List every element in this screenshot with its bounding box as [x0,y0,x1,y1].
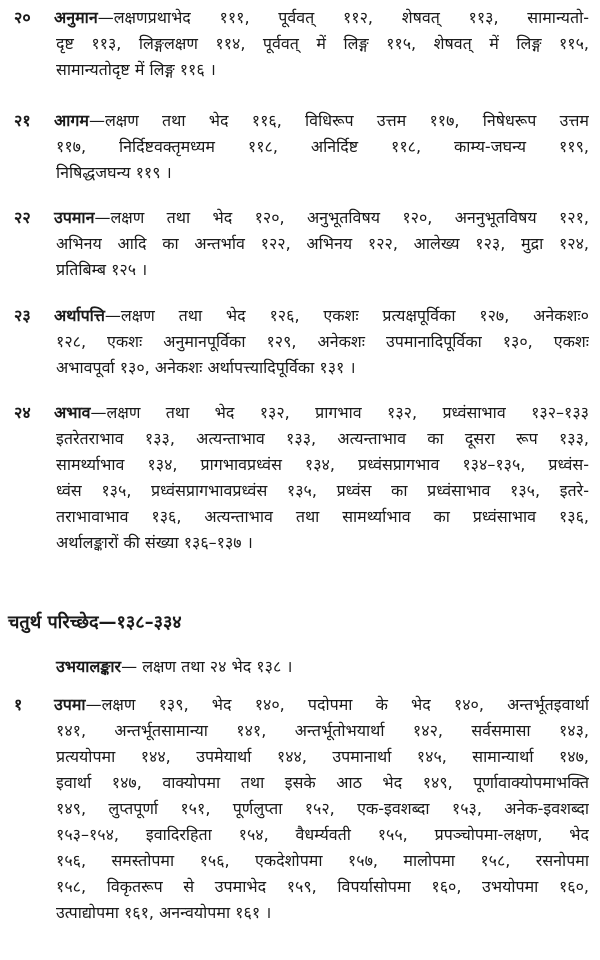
entry-line: अर्थालङ्कारों की संख्या १३६–१३७ । [56,533,253,552]
entry-line: दृष्ट ११३, लिङ्गलक्षण ११४, पूर्ववत् में लिङ्ग ११५, शेषवत् में लिङ्ग ११५, [56,34,589,53]
entry-line: सामर्थ्याभाव १३४, प्रागभावप्रध्वंस १३४, प्रध्वंसप्रागभाव १३४–१३५, प्रध्वंस- [56,455,589,474]
entry-line: निषिद्धजघन्य ११९ । [56,163,172,182]
entry-text: —लक्षण १३९, भेद १४०, पदोपमा के भेद १४०, अन्तर्भूतइवार्था [85,695,589,714]
entry-line: अभावपूर्वा १३०, अनेकशः अर्थापत्त्यादिपूर्विका १३१ । [56,358,356,377]
entry-first-line [14,5,589,31]
toc-entry-upaman [14,205,589,283]
entry-line: उत्पाद्योपमा १६१, अनन्वयोपमा १६१ । [56,903,272,922]
entry-first-line [14,692,589,718]
toc-entry-abhav [14,400,589,556]
entry-heading: अनुमान [54,8,98,27]
entry-number: २१ [14,111,31,130]
entry-text: —लक्षणप्रथाभेद १११, पूर्ववत् ११२, शेषवत् ११३, सामान्यतो- [97,8,589,27]
entry-text: —लक्षण तथा भेद १२०, अनुभूतविषय १२०, अननुभूतविषय १२१, [94,208,589,227]
entry-line: सामान्यतोदृष्ट में लिङ्ग ११६ । [56,60,216,79]
entry-line: १२८, एकशः अनुमानपूर्विका १२९, अनेकशः उपमानादिपूर्विका १३०, एकशः [56,332,589,351]
entry-line: १५८, विकृतरूप से उपमाभेद १५९, विपर्यासोपमा १६०, उभयोपमा १६०, [56,877,589,896]
entry-line: प्रतिबिम्ब १२५ । [56,260,148,279]
entry-heading: आगम [54,111,89,130]
entry-first-line [14,205,589,231]
toc-entry-agam [14,108,589,186]
entry-number: २४ [14,403,31,422]
entry-heading: अर्थापत्ति [54,306,105,325]
entry-text: —लक्षण तथा भेद ११६, विधिरूप उत्तम ११७, निषेधरूप उत्तम [88,111,589,130]
entry-text: —लक्षण तथा भेद १२६, एकशः प्रत्यक्षपूर्विका १२७, अनेकशः० [104,306,589,325]
entry-number: २२ [14,208,31,227]
subheading-title: उभयालङ्कार [56,657,122,676]
entry-line: १४९, लुप्तपूर्णा १५१, पूर्णलुप्ता १५२, एक-इवशब्दा १५३, अनेक-इवशब्दा [56,799,589,818]
chapter-heading: चतुर्थ परिच्छेद—१३८–३३४ [8,612,182,633]
entry-first-line [14,303,589,329]
entry-number: २३ [14,306,31,325]
entry-first-line [14,400,589,426]
entry-heading: अभाव [54,403,91,422]
entry-line: १५६, समस्तोपमा १५६, एकदेशोपमा १५७, मालोपमा १५८, रसनोपमा [56,851,589,870]
toc-entry-arthapatti [14,303,589,381]
toc-entry-anuman [14,5,589,83]
subheading [56,655,292,677]
entry-number: १ [14,695,23,714]
entry-number: २० [14,8,31,27]
entry-line: १५३–१५४, इवादिरहिता १५४, वैधर्म्यवती १५५, प्रपञ्चोपमा-लक्षण, भेद [56,825,589,844]
entry-heading: उपमान [54,208,95,227]
entry-text: —लक्षण तथा भेद १३२, प्रागभाव १३२, प्रध्वंसाभाव १३२–१३३ [90,403,589,422]
entry-line: इवार्था १४७, वाक्योपमा तथा इसके आठ भेद १४९, पूर्णावाक्योपमाभक्ति [56,773,589,792]
subheading-text: — लक्षण तथा २४ भेद १३८ । [121,657,293,676]
entry-first-line [14,108,589,134]
entry-line: इतरेतराभाव १३३, अत्यन्ताभाव १३३, अत्यन्ताभाव का दूसरा रूप १३३, [56,429,589,448]
entry-line: अभिनय आदि का अन्तर्भाव १२२, अभिनय १२२, आलेख्य १२३, मुद्रा १२४, [56,234,589,253]
entry-line: ११७, निर्दिष्टवक्तृमध्यम ११८, अनिर्दिष्ट ११८, काम्य-जघन्य ११९, [56,137,589,156]
entry-line: प्रत्ययोपमा १४४, उपमेयार्था १४४, उपमानार्था १४५, सामान्यार्था १४७, [56,747,589,766]
entry-line: तराभावाभाव १३६, अत्यन्ताभाव तथा सामर्थ्याभाव का प्रध्वंसाभाव १३६, [56,507,589,526]
toc-entry-upama [14,692,589,926]
entry-line: ध्वंस १३५, प्रध्वंसप्रागभावप्रध्वंस १३५, प्रध्वंस का प्रध्वंसाभाव १३५, इतरे- [56,481,589,500]
entry-line: १४१, अन्तर्भूतसामान्या १४१, अन्तर्भूतोभयार्था १४२, सर्वसमासा १४३, [56,721,589,740]
entry-heading: उपमा [54,695,86,714]
